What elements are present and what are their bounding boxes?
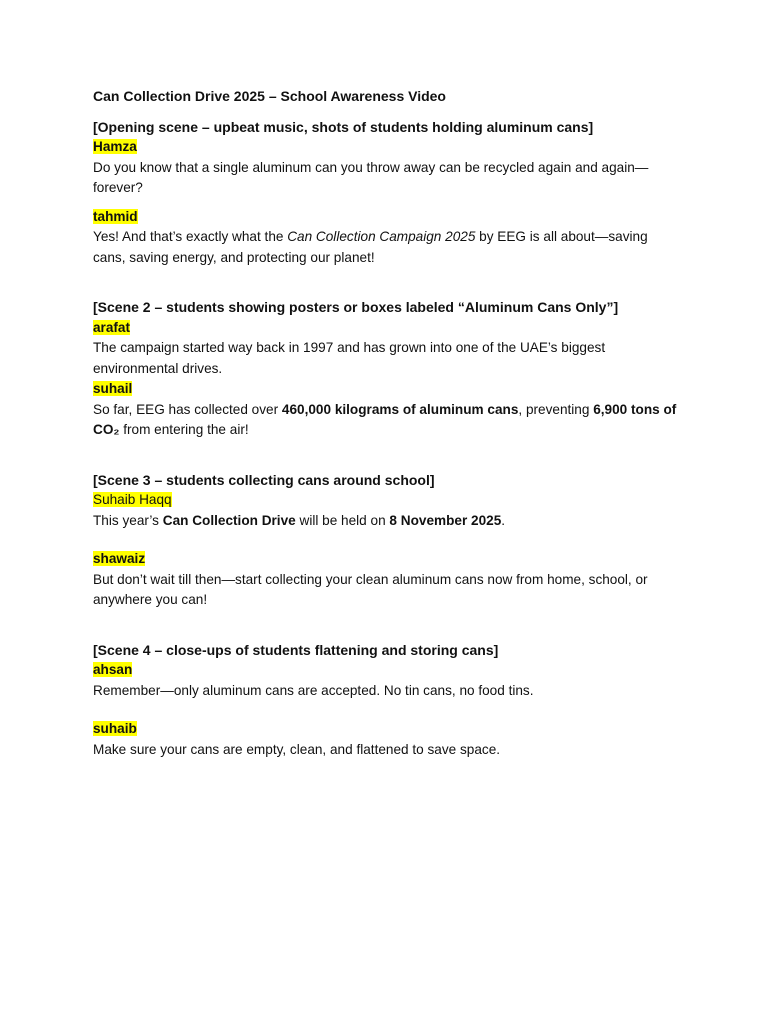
text-run: . <box>501 512 506 528</box>
bold-run: Can Collection Drive <box>162 512 296 528</box>
speaker-highlight: Hamza <box>93 139 137 154</box>
dialogue-line: Remember—only aluminum cans are accepted. No tin cans, no food tins. <box>93 682 534 698</box>
dialogue-line: Make sure your cans are empty, clean, and flattened to save space. <box>93 741 501 757</box>
text-run: , preventing <box>518 401 594 417</box>
speaker-name <box>93 719 683 740</box>
speaker-name <box>93 318 683 339</box>
speaker-name <box>93 490 683 511</box>
bold-run: 6,900 tons of CO₂ <box>93 401 677 437</box>
speaker-highlight: suhaib <box>93 721 137 736</box>
scene-heading: [Opening scene – upbeat music, shots of students holding aluminum cans] <box>93 118 594 135</box>
speaker-highlight: shawaiz <box>93 551 146 566</box>
scene-heading: [Scene 4 – close-ups of students flattening and storing cans] <box>93 641 499 658</box>
italic-run: Can Collection Campaign 2025 <box>287 229 476 244</box>
text-run: Yes! And that’s exactly what the <box>93 229 288 244</box>
dialogue-line: Do you know that a single aluminum can you throw away can be recycled again and again—forever? <box>93 159 649 195</box>
speaker-highlight: suhail <box>93 381 133 396</box>
bold-run: 460,000 kilograms of aluminum cans <box>281 401 519 417</box>
bold-run: 8 November 2025 <box>389 512 502 528</box>
document-title: Can Collection Drive 2025 – School Awareness Video <box>93 88 446 104</box>
dialogue-line: The campaign started way back in 1997 and has grown into one of the UAE’s biggest environmental drives. <box>93 340 606 376</box>
text-run: This year’s <box>93 512 163 528</box>
speaker-highlight: Suhaib Haqq <box>93 492 172 507</box>
speaker-name <box>93 549 683 570</box>
dialogue-line <box>93 511 683 532</box>
scene-heading: [Scene 3 – students collecting cans around school] <box>93 471 435 488</box>
text-run: from entering the air! <box>119 422 249 437</box>
scene-heading: [Scene 2 – students showing posters or boxes labeled “Aluminum Cans Only”] <box>93 299 619 315</box>
text-run: by EEG is all about—saving cans, saving energy, and protecting our planet! <box>93 229 648 265</box>
speaker-highlight: tahmid <box>93 208 138 224</box>
speaker-highlight: ahsan <box>93 662 133 677</box>
document-body <box>93 86 683 760</box>
dialogue-line: But don’t wait till then—start collecting your clean aluminum cans now from home, school, or anywhere you can! <box>93 571 648 607</box>
speaker-name <box>93 660 683 681</box>
dialogue-line <box>93 227 683 268</box>
text-run: So far, EEG has collected over <box>93 401 282 417</box>
speaker-highlight: arafat <box>93 319 131 335</box>
speaker-name <box>93 137 683 158</box>
text-run: will be held on <box>295 512 390 528</box>
speaker-name <box>93 379 683 400</box>
dialogue-line <box>93 400 683 441</box>
speaker-name <box>93 207 683 228</box>
